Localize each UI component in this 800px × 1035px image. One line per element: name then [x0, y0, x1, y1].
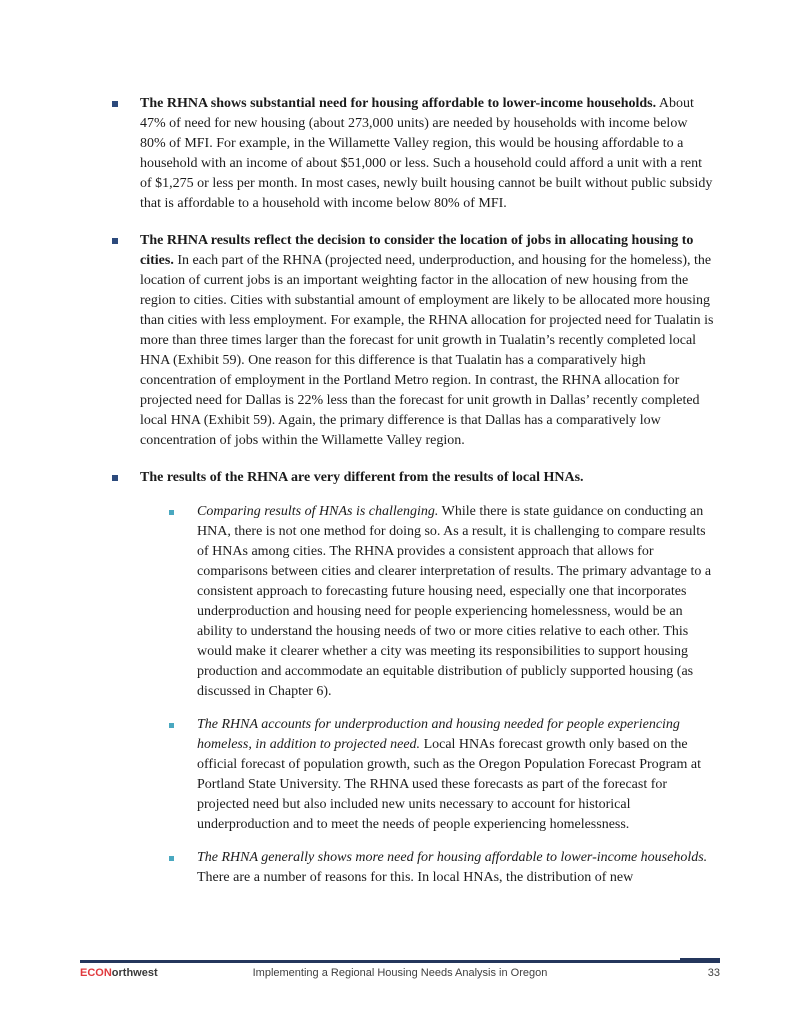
bullet-item-jobs-allocation: [110, 231, 714, 451]
page-number: 33: [707, 967, 720, 979]
footer-row: [80, 963, 720, 979]
brand-rest: orthwest: [111, 967, 158, 979]
square-sub-bullet-icon: [169, 723, 174, 728]
square-bullet-icon: [112, 101, 118, 107]
square-sub-bullet-icon: [169, 510, 174, 515]
bullet-lead: The RHNA results reflect the decision to consider the location of jobs in allocating housing to cities.: [140, 233, 694, 268]
footer-title: Implementing a Regional Housing Needs Analysis in Oregon: [252, 967, 548, 979]
sub-bullet-lead: The RHNA generally shows more need for housing affordable to lower-income households.: [197, 850, 708, 865]
footer-rule: [80, 960, 720, 963]
sub-bullet-lead: Comparing results of HNAs is challenging.: [197, 504, 439, 519]
square-bullet-icon: [112, 475, 118, 481]
square-bullet-icon: [112, 238, 118, 244]
brand-logo: [80, 967, 158, 979]
page-footer: [80, 960, 720, 979]
sub-bullet-underproduction: [167, 715, 714, 835]
bullet-text: About 47% of need for new housing (about 273,000 units) are needed by households with income below 80% of MFI. For example, in the Willamette Valley region, this would be housing affordable to a household with an income of about $51,000 or less. Such a household could afford a unit with a rent of $1,275 or less per month. In most cases, newly built housing cannot be built without public subsidy that is affordable to a household with income below 80% of MFI.: [140, 96, 713, 211]
sub-bullet-text: Local HNAs forecast growth only based on the official forecast of population growth, such as the Oregon Population Forecast Program at Portland State University. The RHNA used these forecasts as part of the forecast for projected need but also included new units necessary to account for historical underproduction and to meet the needs of people experiencing homelessness.: [197, 737, 702, 832]
square-sub-bullet-icon: [169, 856, 174, 861]
bullet-lead: The results of the RHNA are very different from the results of local HNAs.: [140, 470, 584, 485]
sub-bullet-comparing-hnas: [167, 502, 714, 702]
sub-bullet-text: There are a number of reasons for this. In local HNAs, the distribution of new: [197, 870, 634, 885]
bullet-text: In each part of the RHNA (projected need, underproduction, and housing for the homeless), the location of current jobs is an important weighting factor in the allocation of new housing from the region to cities. Cities with substantial amount of employment are likely to be allocated more housing than cities with less employment. For example, the RHNA allocation for projected need for Tualatin is more than three times larger than the forecast for unit growth in Tualatin’s recently completed local HNA (Exhibit 59). One reason for this difference is that Tualatin has a comparatively high concentration of employment in the Portland Metro region. In contrast, the RHNA allocation for projected need for Dallas is 22% less than the forecast for unit growth in Dallas’ recently completed local HNA (Exhibit 59). Again, the primary difference is that Dallas has a comparatively low concentration of jobs within the Willamette Valley region.: [140, 253, 714, 448]
sub-bullet-lower-income: [167, 848, 714, 888]
bullet-lead: The RHNA shows substantial need for housing affordable to lower-income households.: [140, 96, 657, 111]
bullet-item-rhna-need: [110, 94, 714, 214]
sub-bullet-list: [167, 502, 714, 888]
bullet-item-results-differ: [110, 468, 714, 888]
brand-econ: ECON: [80, 967, 112, 979]
sub-bullet-text: While there is state guidance on conducting an HNA, there is not one method for doing so. As a result, it is challenging to compare results of HNAs among cities. The RHNA provides a consistent approach that allows for comparisons between cities and clearer interpretation of results. The primary advantage to a consistent approach to forecasting future housing need, especially one that incorporates underproduction and housing need for people experiencing homelessness, would be an ability to understand the housing needs of two or more cities relative to each other. This would make it clearer whether a city was meeting its responsibilities to support housing production and accommodate an equitable distribution of publicly supported housing (as discussed in Chapter 6).: [197, 504, 712, 699]
page-body: [110, 94, 714, 905]
footer-rule-accent: [680, 958, 720, 963]
sub-bullet-lead: The RHNA accounts for underproduction and housing needed for people experiencing homeless, in addition to projected need.: [197, 717, 680, 752]
